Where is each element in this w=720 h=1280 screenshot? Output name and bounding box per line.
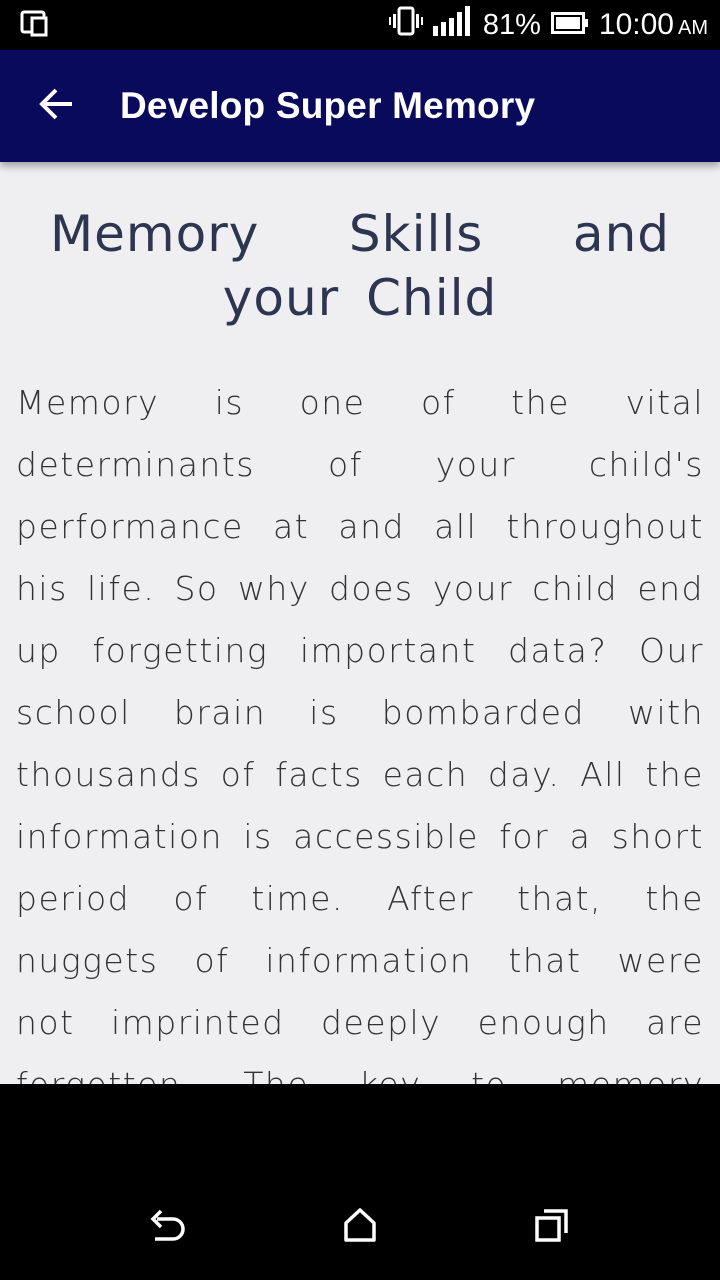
screen-mirror-icon xyxy=(20,9,48,42)
clock-ampm: AM xyxy=(678,17,708,39)
back-icon xyxy=(147,1207,187,1248)
nav-back-button[interactable] xyxy=(112,1182,222,1272)
recents-icon xyxy=(534,1207,570,1248)
article-scroll-view[interactable] xyxy=(0,162,720,1084)
clock xyxy=(599,8,708,42)
clock-time: 10:00 xyxy=(598,8,674,41)
app-title: Develop Super Memory xyxy=(120,85,536,126)
navigation-bar xyxy=(0,1084,720,1280)
battery-percent: 81% xyxy=(482,8,541,41)
signal-icon xyxy=(433,6,473,44)
arrow-left-icon xyxy=(38,86,74,127)
nav-recents-button[interactable] xyxy=(497,1182,607,1272)
nav-home-button[interactable] xyxy=(305,1182,415,1272)
status-bar xyxy=(0,0,720,50)
battery-icon xyxy=(551,9,589,42)
article-title: Memory Skills and your Child xyxy=(50,205,670,327)
app-bar xyxy=(0,50,720,162)
article-body: Memory is one of the vital determinants of your child's performance at and all throughout his life. So why does your child end up forgetting important data? Our school brain is bombarded with thousands of facts each day. All the information is accessible for a short period of time. After that, the nuggets of information that were not imprinted deeply enough are xyxy=(16,383,704,1042)
home-icon xyxy=(342,1207,378,1248)
back-button[interactable] xyxy=(0,50,112,162)
vibrate-icon xyxy=(389,6,423,44)
